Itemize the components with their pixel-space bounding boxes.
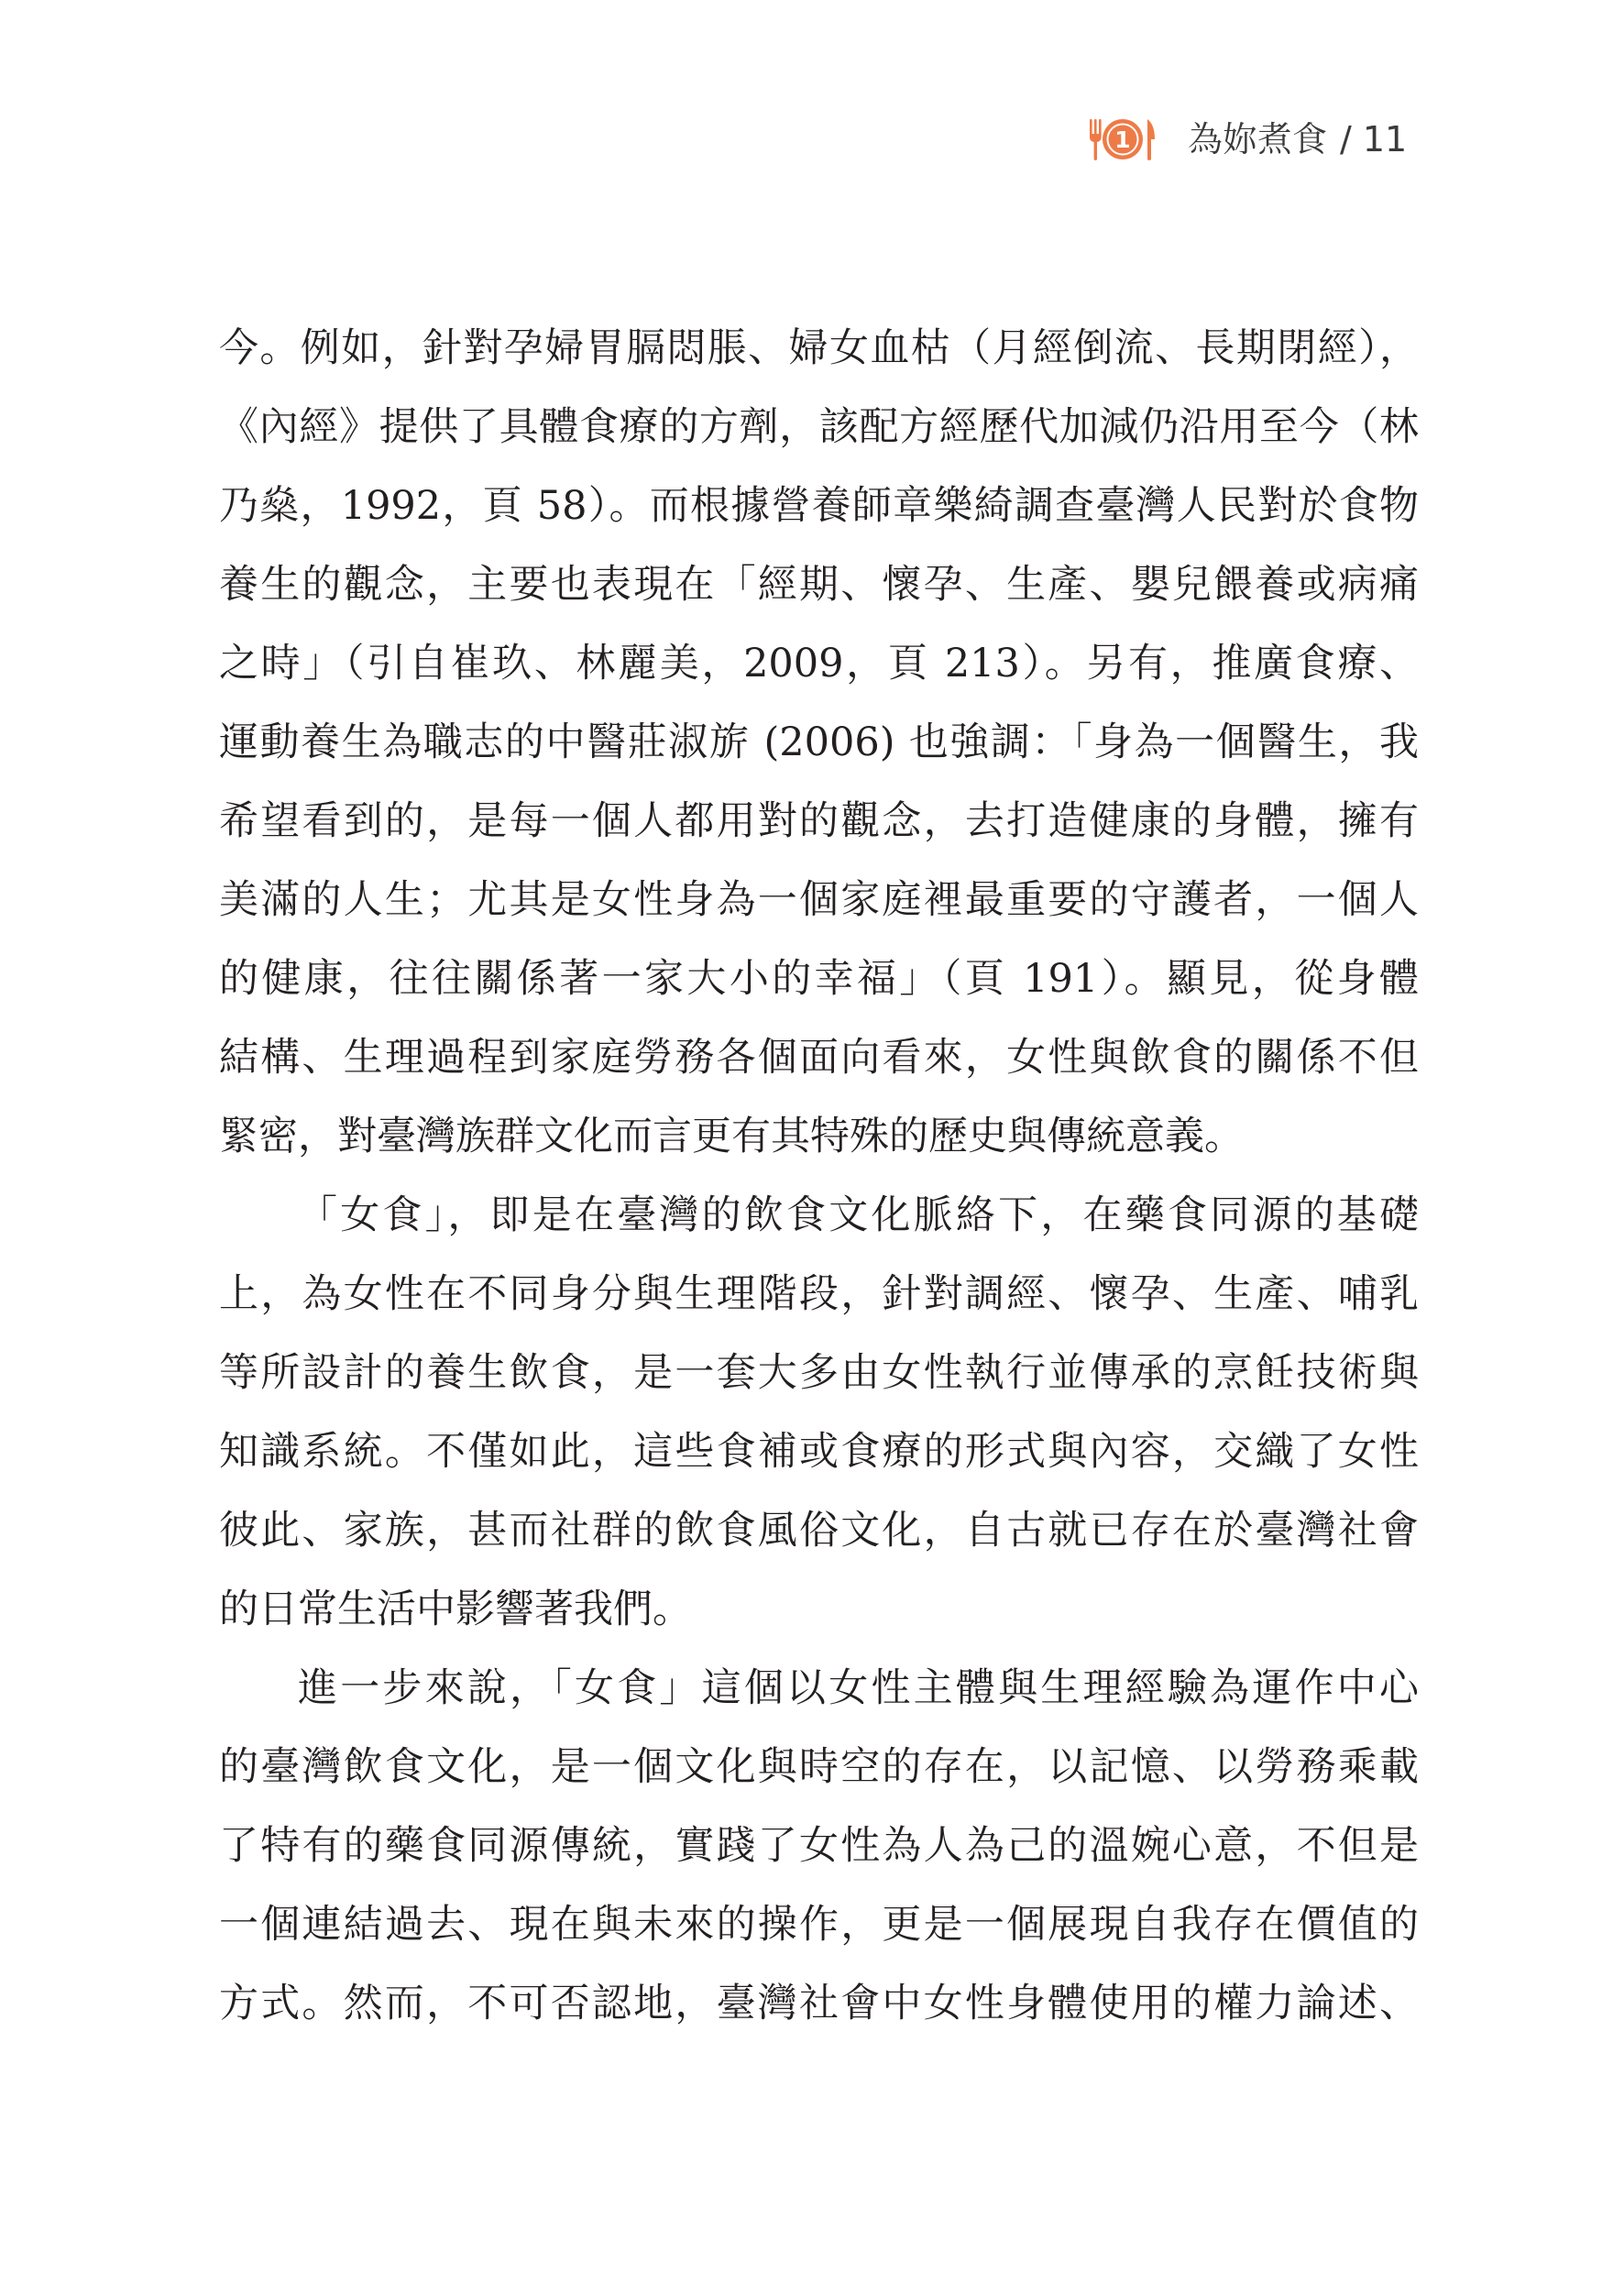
book-title: 為妳煮食 — [1188, 119, 1328, 159]
text-line: 緊密，對臺灣族群文化而言更有其特殊的歷史與傳統意義。 — [219, 1114, 1244, 1159]
text-line: 今。例如，針對孕婦胃膈悶脹、婦女血枯（月經倒流、長期閉經）， — [219, 325, 1419, 371]
text-line: 知識系統。不僅如此，這些食補或食療的形式與內容，交織了女性 — [219, 1429, 1419, 1475]
body-text — [219, 309, 1419, 2043]
text-line: 之時」（引自崔玖、林麗美，2009，頁 213）。另有，推廣食療、 — [219, 641, 1419, 686]
page-number: 11 — [1362, 119, 1408, 159]
text-line: 上，為女性在不同身分與生理階段，針對調經、懷孕、生產、哺乳 — [219, 1271, 1419, 1317]
knife-icon — [1147, 119, 1155, 160]
text-line: 美滿的人生；尤其是女性身為一個家庭裡最重要的守護者，一個人 — [219, 877, 1419, 923]
text-line: 希望看到的，是每一個人都用對的觀念，去打造健康的身體，擁有 — [219, 798, 1419, 844]
text-line: 了特有的藥食同源傳統，實踐了女性為人為己的溫婉心意，不但是 — [219, 1823, 1419, 1869]
fork-icon — [1090, 119, 1102, 160]
header-text — [1188, 115, 1407, 163]
text-line: 一個連結過去、現在與未來的操作，更是一個展現自我存在價值的 — [219, 1902, 1419, 1948]
text-line: 養生的觀念，主要也表現在「經期、懷孕、生產、嬰兒餵養或病痛 — [219, 562, 1419, 608]
running-header — [1087, 110, 1435, 169]
header-separator: / — [1340, 119, 1352, 159]
text-line: 等所設計的養生飲食，是一套大多由女性執行並傳承的烹飪技術與 — [219, 1350, 1419, 1396]
text-line: 進一步來說，「女食」這個以女性主體與生理經驗為運作中心 — [298, 1665, 1419, 1711]
text-line: 彼此、家族，甚而社群的飲食風俗文化，自古就已存在於臺灣社會 — [219, 1508, 1419, 1554]
text-line: 「女食」，即是在臺灣的飲食文化脈絡下，在藥食同源的基礎 — [298, 1192, 1419, 1238]
chapter-number: 1 — [1114, 126, 1131, 153]
text-line: 結構、生理過程到家庭勞務各個面向看來，女性與飲食的關係不但 — [219, 1035, 1419, 1081]
chapter-badge-utensils-icon — [1087, 112, 1158, 167]
text-line: 方式。然而，不可否認地，臺灣社會中女性身體使用的權力論述、 — [219, 1981, 1419, 2026]
text-line: 《內經》提供了具體食療的方劑，該配方經歷代加減仍沿用至今（林 — [219, 404, 1419, 450]
text-line: 的臺灣飲食文化，是一個文化與時空的存在，以記憶、以勞務乘載 — [219, 1744, 1419, 1790]
text-line: 乃燊，1992，頁 58）。而根據營養師章樂綺調查臺灣人民對於食物 — [219, 483, 1419, 529]
text-line: 的健康，往往關係著一家大小的幸福」（頁 191）。顯見，從身體 — [219, 956, 1419, 1002]
text-line: 的日常生活中影響著我們。 — [219, 1587, 692, 1632]
text-line: 運動養生為職志的中醫莊淑旂 (2006) 也強調：「身為一個醫生，我 — [219, 719, 1419, 765]
